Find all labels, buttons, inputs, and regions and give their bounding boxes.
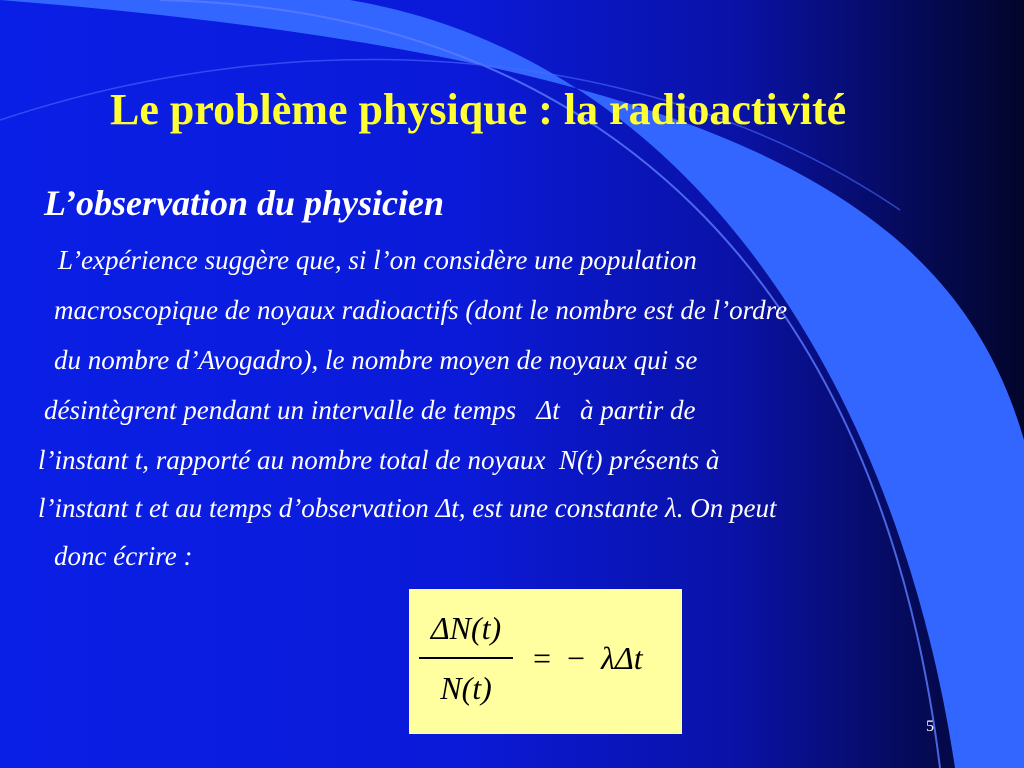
formula-equals-minus: = − (533, 640, 586, 676)
paragraph-line-7: donc écrire : (54, 541, 193, 571)
formula-fraction (419, 605, 513, 711)
paragraph-line-2: macroscopique de noyaux radioactifs (dont le nombre est de l’ordre (54, 295, 788, 325)
paragraph-line-4: désintègrent pendant un intervalle de temps Δt à partir de (44, 395, 696, 425)
paragraph-line-3: du nombre d’Avogadro), le nombre moyen de noyaux qui se (54, 345, 698, 375)
slide-title: Le problème physique : la radioactivité (110, 85, 847, 134)
fraction-bar (419, 657, 513, 659)
paragraph-line-1: L’expérience suggère que, si l’on considère une population (58, 245, 697, 275)
paragraph-line-6: l’instant t et au temps d’observation Δt, est une constante λ. On peut (38, 493, 777, 523)
formula-denominator: N(t) (440, 670, 492, 706)
page-number: 5 (926, 718, 934, 735)
formula-right-side (533, 635, 643, 681)
formula-box (409, 589, 682, 734)
formula-numerator: ΔN(t) (430, 610, 502, 646)
paragraph-line-5: l’instant t, rapporté au nombre total de noyaux N(t) présents à (38, 445, 720, 475)
section-subtitle: L’observation du physicien (44, 183, 445, 223)
formula-rhs: λΔt (601, 640, 643, 676)
